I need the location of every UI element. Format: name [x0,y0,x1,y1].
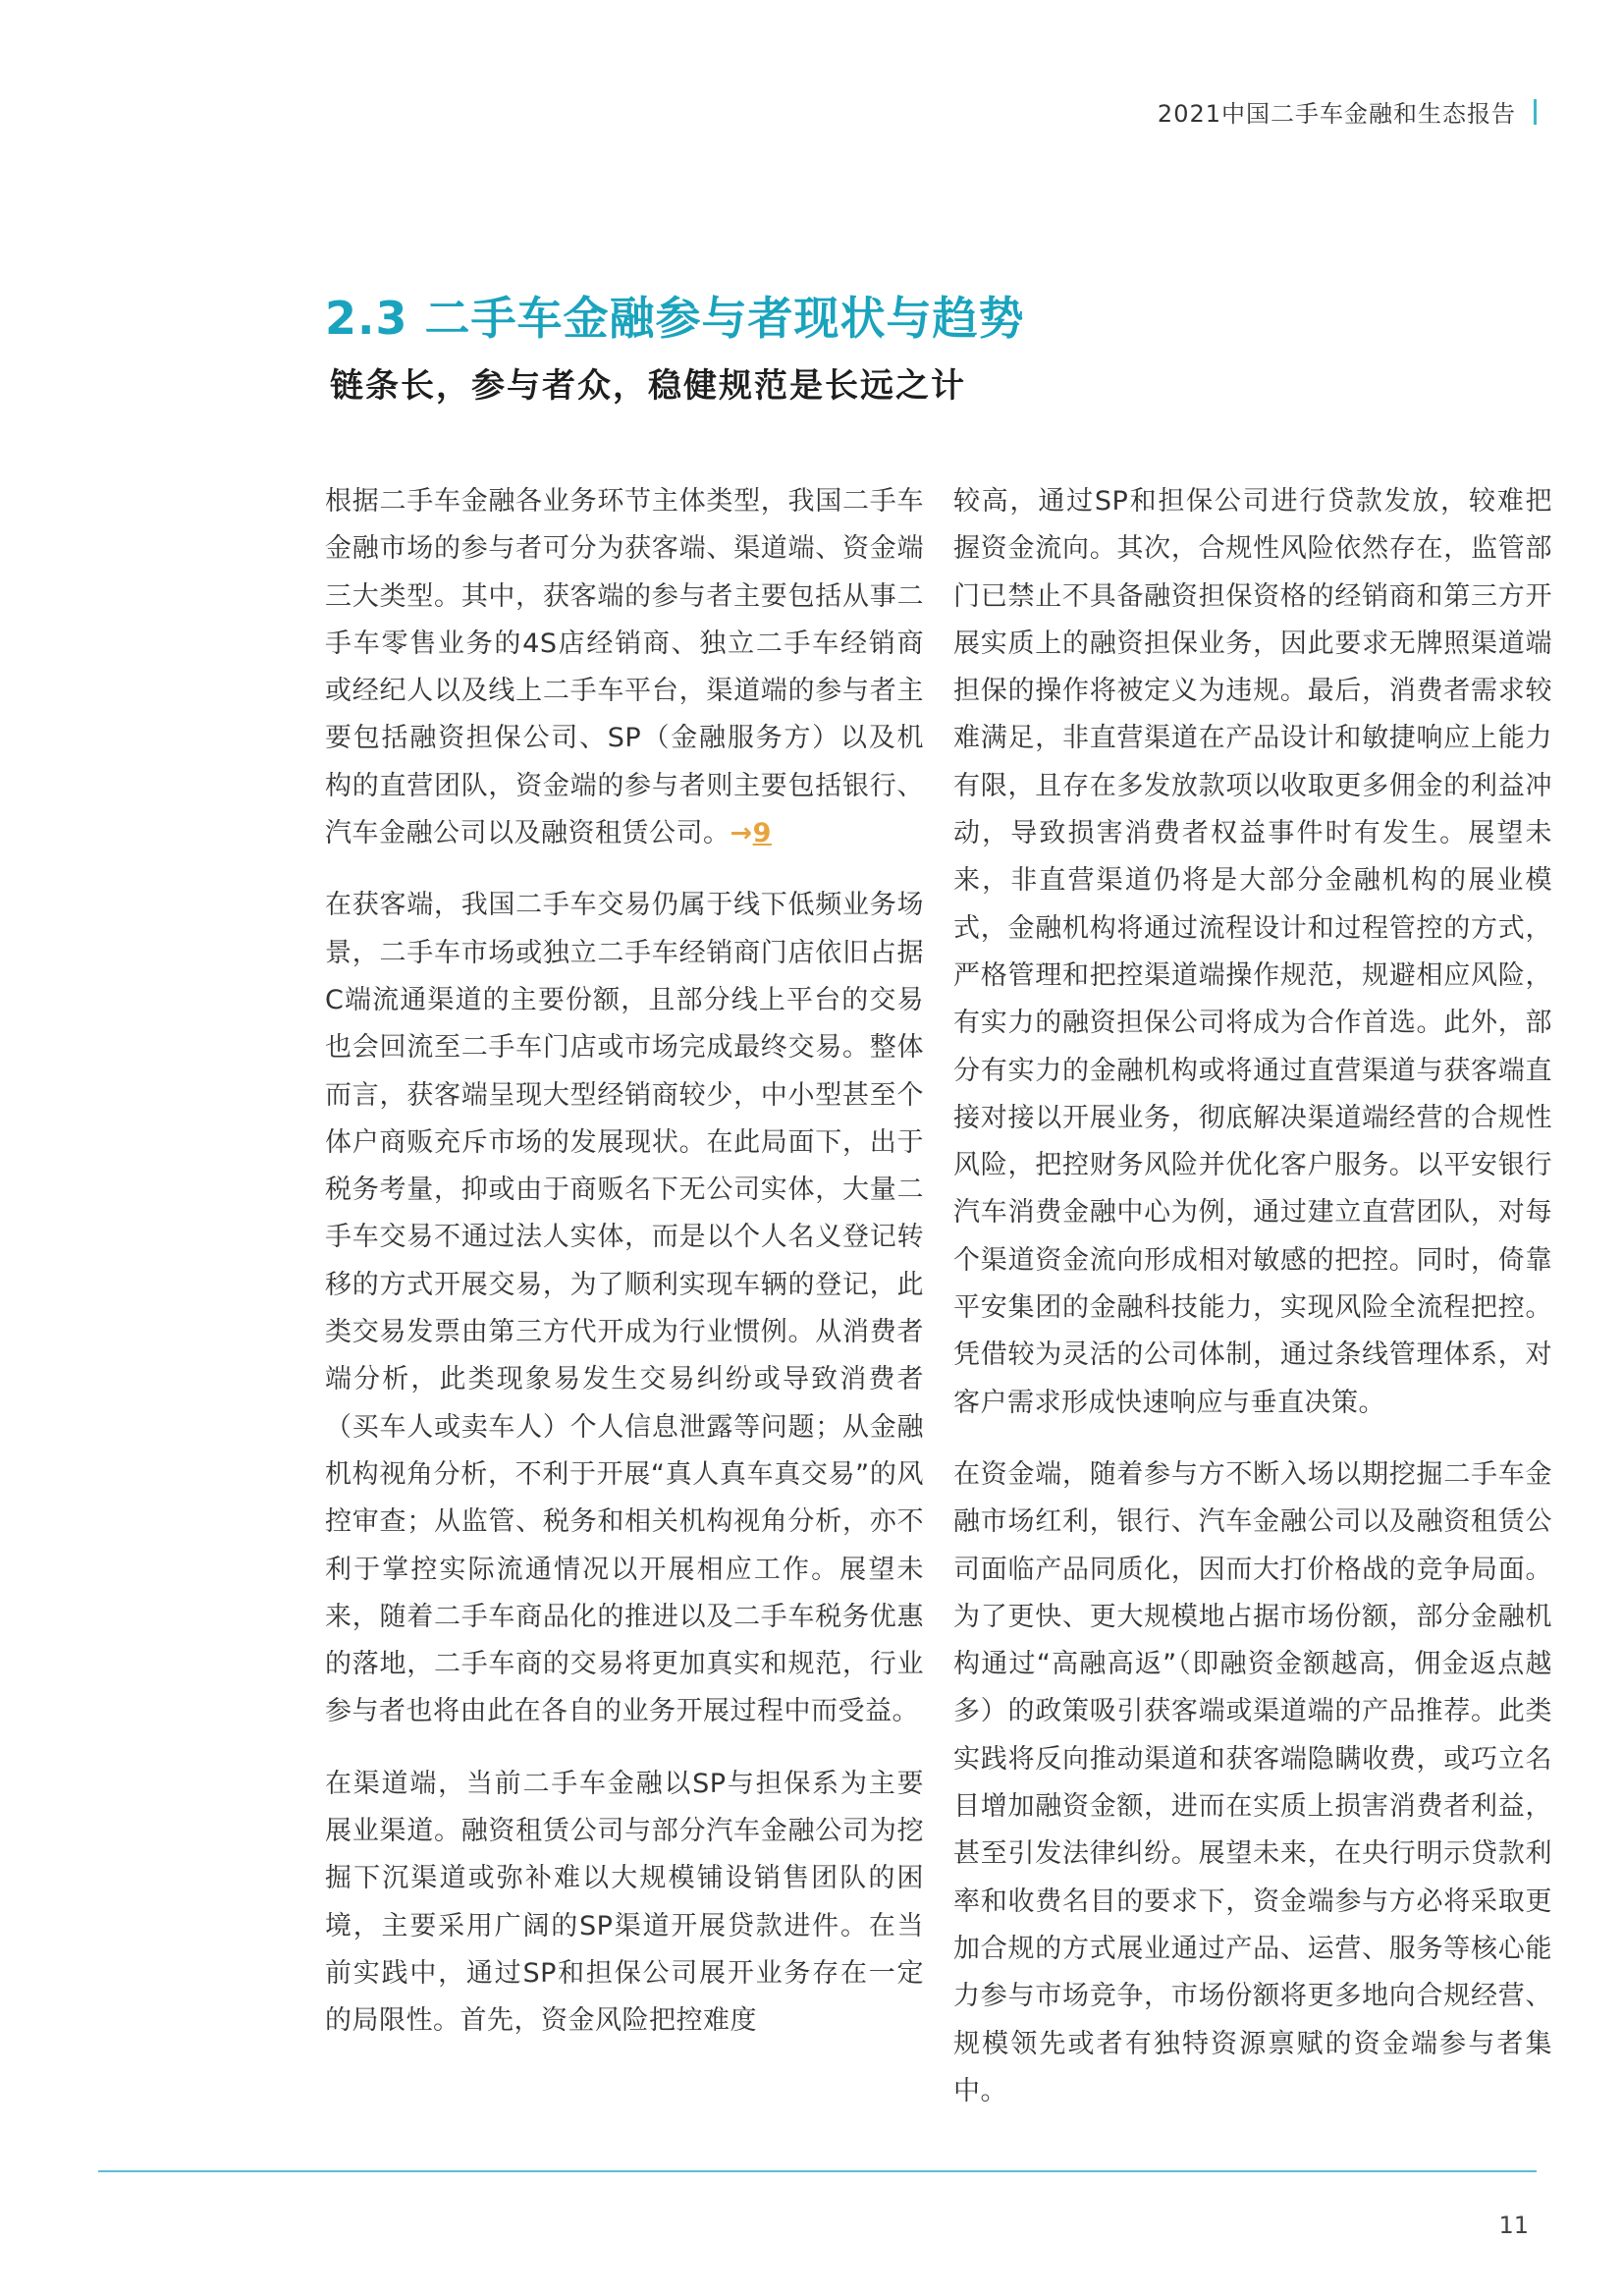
report-title: 2021中国二手车金融和生态报告 [1157,100,1516,128]
footnote-number: 9 [752,818,772,849]
header-accent-bar [1534,99,1537,125]
paragraph-text: 根据二手车金融各业务环节主体类型，我国二手车金融市场的参与者可分为获客端、渠道端、资金端三大类型。其中，获客端的参与者主要包括从事二手车零售业务的4S店经销商、独立二手车经销商或经纪人以及线上二手车平台，渠道端的参与者主要包括融资担保公司、SP（金融服务方）以及机构的直营团队，资金端的参与者则主要包括银行、汽车金融公司以及融资租赁公司。 [325,486,924,849]
running-header [1158,94,1537,129]
paragraph-channel-side: 在渠道端，当前二手车金融以SP与担保系为主要展业渠道。融资租赁公司与部分汽车金融公司为挖掘下沉渠道或弥补难以大规模铺设销售团队的困境，主要采用广阔的SP渠道开展贷款进件。在当前实践中，通过SP和担保公司展开业务存在一定的局限性。首先，资金风险把控难度 [325,1768,924,2037]
page-number: 11 [1498,2212,1529,2239]
paragraph-channel-side-continued: 较高，通过SP和担保公司进行贷款发放，较难把握资金流向。其次，合规性风险依然存在，监管部门已禁止不具备融资担保资格的经销商和第三方开展实质上的融资担保业务，因此要求无牌照渠道端担保的操作将被定义为违规。最后，消费者需求较难满足，非直营渠道在产品设计和敏捷响应上能力有限，且存在多发放款项以收取更多佣金的利益冲动，导致损害消费者权益事件时有发生。展望未来，非直营渠道仍将是大部分金融机构的展业模式，金融机构将通过流程设计和过程管控的方式，严格管理和把控渠道端操作规范，规避相应风险，有实力的融资担保公司将成为合作首选。此外，部分有实力的金融机构或将通过直营渠道与获客端直接对接以开展业务，彻底解决渠道端经营的合规性风险，把控财务风险并优化客户服务。以平安银行汽车消费金融中心为例，通过建立直营团队，对每个渠道资金流向形成相对敏感的把控。同时，倚靠平安集团的金融科技能力，实现风险全流程把控。凭借较为灵活的公司体制，通过条线管理体系，对客户需求形成快速响应与垂直决策。 [953,486,1552,1418]
paragraph-funding-side: 在资金端，随着参与方不断入场以期挖掘二手车金融市场红利，银行、汽车金融公司以及融资租赁公司面临产品同质化，因而大打价格战的竞争局面。为了更快、更大规模地占据市场份额，部分金融机构通过“高融高返”（即融资金额越高，佣金返点越多）的政策吸引获客端或渠道端的产品推荐。此类实践将反向推动渠道和获客端隐瞒收费，或巧立名目增加融资金额，进而在实质上损害消费者利益，甚至引发法律纠纷。展望未来，在央行明示贷款利率和收费名目的要求下，资金端参与方必将采取更加合规的方式展业通过产品、运营、服务等核心能力参与市场竞争，市场份额将更多地向合规经营、规模领先或者有独特资源禀赋的资金端参与者集中。 [953,1458,1552,2106]
section-title: 2.3 二手车金融参与者现状与趋势 [325,292,1025,345]
paragraph-participants-overview [325,478,924,857]
right-column [953,478,1552,2140]
footer-divider [98,2170,1537,2172]
left-column [325,478,924,2070]
paragraph-customer-acquisition: 在获客端，我国二手车交易仍属于线下低频业务场景，二手车市场或独立二手车经销商门店依旧占据C端流通渠道的主要份额，且部分线上平台的交易也会回流至二手车门店或市场完成最终交易。整体而言，获客端呈现大型经销商较少，中小型甚至个体户商贩充斥市场的发展现状。在此局面下，出于税务考量，抑或由于商贩名下无公司实体，大量二手车交易不通过法人实体，而是以个人名义登记转移的方式开展交易，为了顺利实现车辆的登记，此类交易发票由第三方代开成为行业惯例。从消费者端分析，此类现象易发生交易纠纷或导致消费者（买车人或卖车人）个人信息泄露等问题；从金融机构视角分析，不利于开展“真人真车真交易”的风控审查；从监管、税务和相关机构视角分析，亦不利于掌控实际流通情况以开展相应工作。展望未来，随着二手车商品化的推进以及二手车税务优惠的落地，二手车商的交易将更加真实和规范，行业参与者也将由此在各自的业务开展过程中而受益。 [325,890,924,1727]
arrow-right-icon: → [730,818,753,849]
section-subtitle: 链条长，参与者众，稳健规范是长远之计 [330,366,966,406]
footnote-reference-link[interactable] [730,818,772,848]
